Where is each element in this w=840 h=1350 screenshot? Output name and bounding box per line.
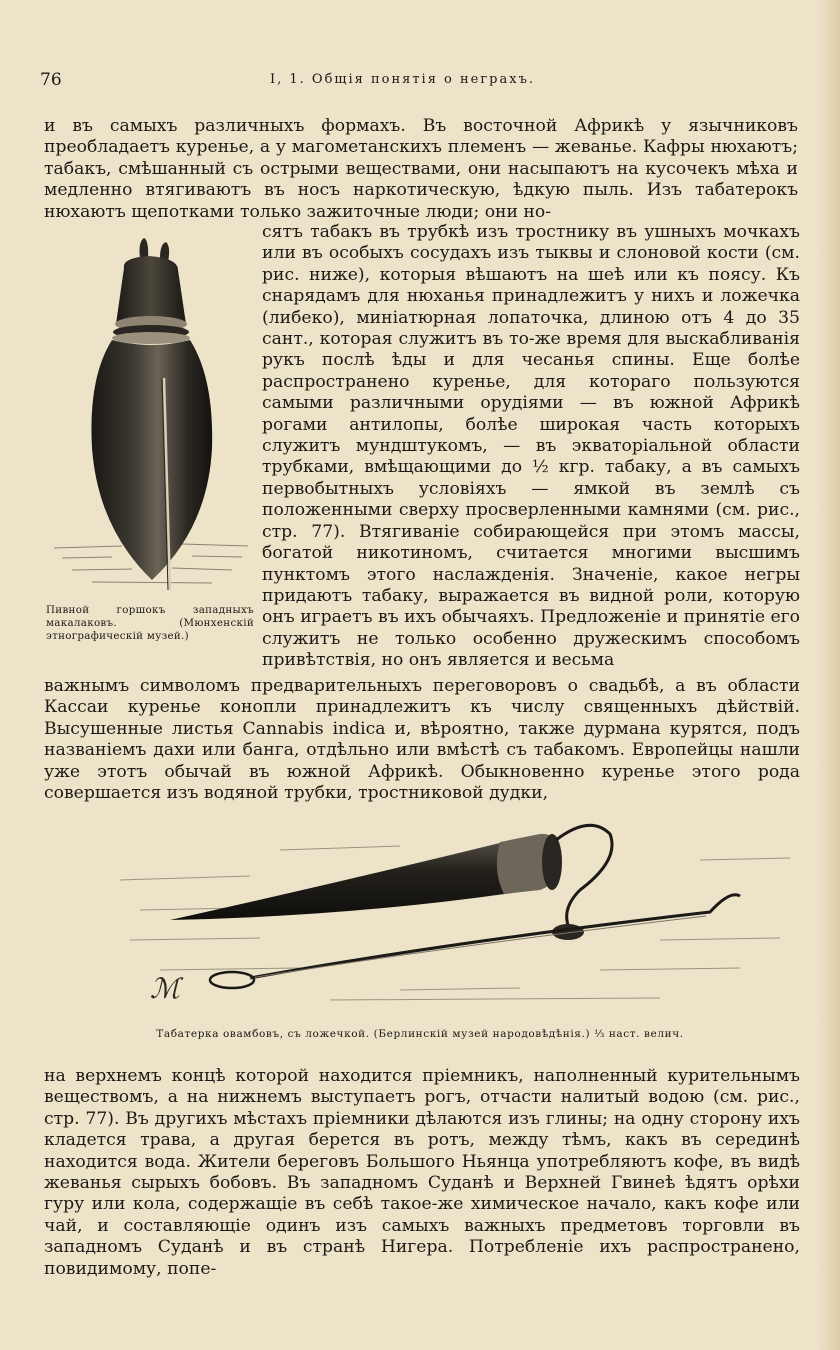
paragraph-4: на верхнемъ концѣ которой находится пріемникъ, наполненный курительнымъ веществомъ, а на нижнемъ выступаетъ рогъ, отчасти налитый водою (см. рис., стр. 77). Въ другихъ мѣстахъ пріемники дѣлаются изъ глины; на одну сторону ихъ кладется трава, а другая берется въ ротъ, между тѣмъ, какъ въ серединѣ находится вода. Жители береговъ Большого Ньянца употребляютъ кофе, въ видѣ жеванья сырыхъ бобовъ. Въ западномъ Суданѣ и Верхней Гвинеѣ ѣдятъ орѣхи гуру или кола, содержащіе въ себѣ такое-же химическое начало, какъ кофе или чай, и составляющіе одинъ изъ самыхъ важныхъ предметовъ торговли въ западномъ Суданѣ и въ странѣ Нигера. Потребленіе ихъ распространено, повидимому, попе- <box>44 1066 800 1279</box>
snuffbox-illustration <box>100 820 800 1020</box>
paragraph-1: и въ самыхъ различныхъ формахъ. Въ восточной Африкѣ у язычниковъ преобладаетъ куренье, а у магометанскихъ племенъ — жеванье. Кафры нюхаютъ; табакъ, смѣшанный съ острыми веществами, они насыпаютъ на кусочекъ мѣха и медленно втягиваютъ въ носъ наркотическую, ѣдкую пыль. Изъ табатерокъ нюхаютъ щепотками только зажиточные люди; они но- <box>44 116 798 222</box>
page-number: 76 <box>40 70 62 90</box>
page-header <box>40 66 800 94</box>
paragraph-3: важнымъ символомъ предварительныхъ переговоровъ о свадьбѣ, а въ области Кассаи куренье конопли принадлежитъ къ числу священныхъ дѣйствій. Высушенные листья Cannabis indica и, вѣроятно, также дурмана курятся, подъ названіемъ дахи или банга, отдѣльно или вмѣстѣ съ табакомъ. Европейцы нашли уже этотъ обычай въ южной Африкѣ. Обыкновенно куренье этого рода совершается изъ водяной трубки, тростниковой дудки, <box>44 676 800 804</box>
beer-pot-illustration <box>52 228 252 600</box>
paragraph-2: сятъ табакъ въ трубкѣ изъ тростнику въ ушныхъ мочкахъ или въ особыхъ сосудахъ изъ тыквы и слоновой кости (см. рис. ниже), которыя вѣшаютъ на шеѣ или къ поясу. Къ снарядамъ для нюханья принадлежитъ у нихъ и ложечка (либеко), миніатюрная лопаточка, длиною отъ 4 до 35 сант., которая служитъ въ то-же время для выскабливанія рукъ послѣ ѣды и для чесанья спины. Еще болѣе распространено куренье, для котораго пользуются самыми различными орудіями — въ южной Африкѣ рогами антилопы, болѣе широкая часть которыхъ служитъ мундштукомъ, — въ экваторіальной области трубками, вмѣщающими до ½ кгр. табаку, а въ самыхъ первобытныхъ условіяхъ — ямкой въ землѣ съ положенными сверху просверленными камнями (см. рис., стр. 77). Втягиваніе собирающейся при этомъ массы, богатой никотиномъ, считается многими высшимъ пунктомъ этого наслажденія. Значеніе, какое негры придаютъ табаку, выражается въ видной роли, которую онъ играетъ въ ихъ обычаяхъ. Предложеніе и принятіе его служитъ не только особенно дружескимъ способомъ привѣтствія, но онъ является и весьма <box>262 222 800 671</box>
figure-caption-snuffbox: Табатерка овамбовъ, съ ложечкой. (Берлинскій музей народовѣдѣнія.) ⅓ наст. велич. <box>156 1028 684 1040</box>
figure-caption-beer-pot: Пивной горшокъ западныхъ макалаковъ. (Мюнхенскій этнографическій музей.) <box>46 604 254 642</box>
running-title: I, 1. Общія понятія о неграхъ. <box>270 72 535 87</box>
page-edge-shadow <box>818 0 840 1350</box>
engraver-monogram: ℳ <box>150 972 180 1005</box>
